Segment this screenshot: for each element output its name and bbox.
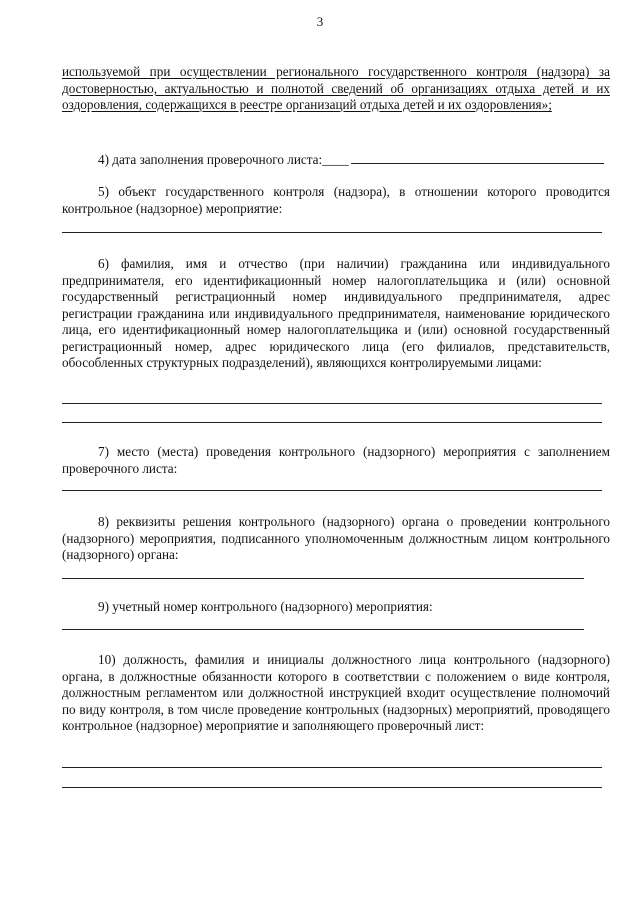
item-8-fill-line[interactable] — [62, 578, 584, 579]
item-6-fill-line-1[interactable] — [62, 403, 602, 404]
item-7-fill-line[interactable] — [62, 490, 602, 491]
intro-paragraph: используемой при осуществлении регионального государственного контроля (надзора) за достоверностью, актуальностью и полнотой сведений об организациях отдыха детей и их оздоровления, содержащихся в реестре организаций отдыха детей и их оздоровления»; — [62, 64, 610, 112]
item-5-fill-line[interactable] — [62, 232, 602, 233]
item-9-fill-line[interactable] — [62, 629, 584, 630]
date-fill-line[interactable] — [351, 151, 604, 164]
page-number: 3 — [316, 14, 324, 29]
item-10-official: 10) должность, фамилия и инициалы должностного лица контрольного (надзорного) органа, в должностные обязанности которого в соответствии с положением о виде контроля, должностным регламентом или должностной инструкцией входит осуществление полномочий по виду контроля, в том числе проведение контрольных (надзорных) мероприятий, проводящего контрольное (надзорное) мероприятие и заполняющего проверочный лист: — [62, 652, 610, 733]
item-4-date — [62, 151, 610, 169]
item-10-fill-line-2[interactable] — [62, 787, 602, 788]
item-7-place: 7) место (места) проведения контрольного (надзорного) мероприятия с заполнением проверочного листа: — [62, 444, 610, 476]
item-10-fill-line-1[interactable] — [62, 767, 602, 768]
item-9-number: 9) учетный номер контрольного (надзорного) мероприятия: — [98, 599, 433, 614]
item-5-object: 5) объект государственного контроля (надзора), в отношении которого проводится контрольное (надзорное) мероприятие: — [62, 184, 610, 216]
item-6-person: 6) фамилия, имя и отчество (при наличии) гражданина или индивидуального предпринимателя, его идентификационный номер налогоплательщика и (или) основной государственный регистрационный номер индивидуального предпринимателя, адрес регистрации гражданина или индивидуального предпринимателя, наименование юридического лица, его идентификационный номер налогоплательщика и (или) основной государственный регистрационный номер, адрес юридического лица (его филиалов, представительств, обособленных структурных подразделений), являющихся контролируемыми лицами: — [62, 256, 610, 370]
item-6-fill-line-2[interactable] — [62, 422, 602, 423]
item-8-decision: 8) реквизиты решения контрольного (надзорного) органа о проведении контрольного (надзорного) мероприятия, подписанного уполномоченным должностным лицом контрольного (надзорного) органа: — [62, 514, 610, 562]
item-4-text: 4) дата заполнения проверочного листа:____ — [98, 152, 349, 167]
